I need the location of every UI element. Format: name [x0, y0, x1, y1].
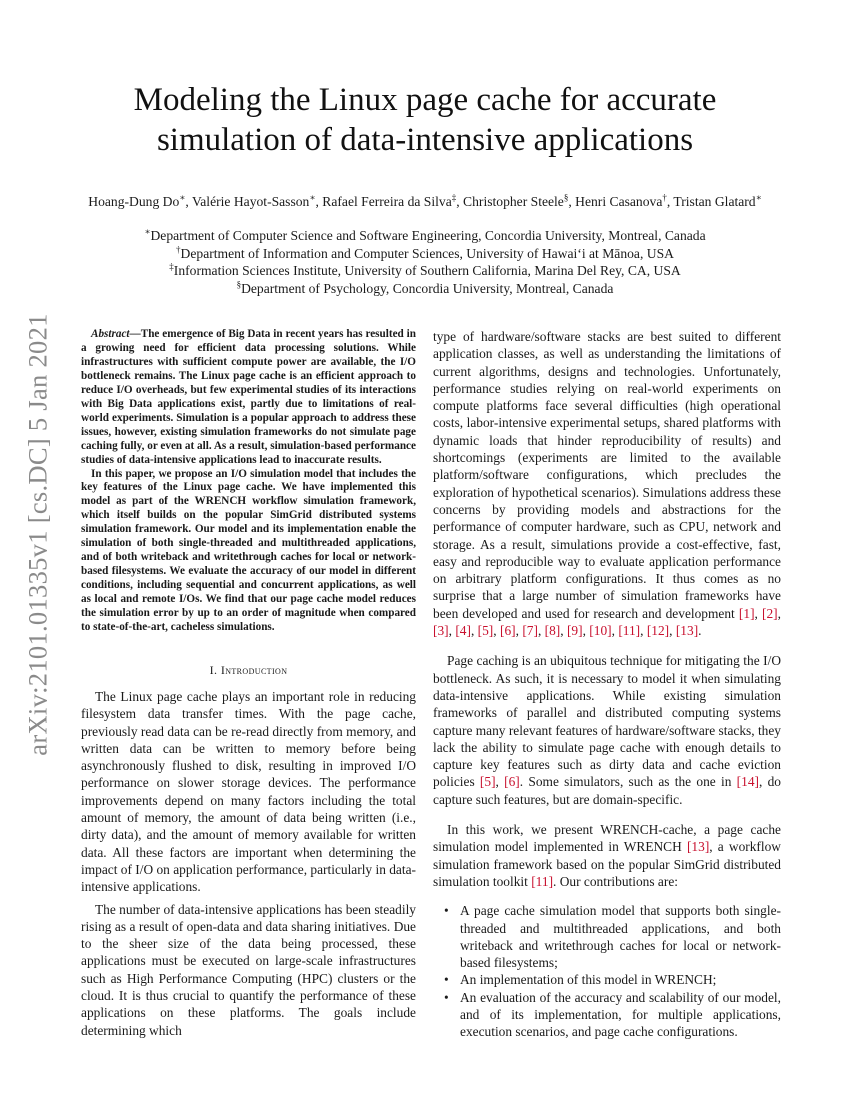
paragraph-text: , do capture such features, but are domain-specific. [433, 774, 781, 807]
citation-link[interactable]: [11] [531, 873, 554, 889]
arxiv-identifier-text: arXiv:2101.01335v1 [cs.DC] 5 Jan 2021 [22, 312, 53, 756]
citation-link[interactable]: [6] [499, 623, 516, 639]
right-column [433, 328, 781, 1041]
author-affiliation-mark: ∗ [179, 192, 186, 203]
author-affiliation-mark: ∗ [755, 192, 762, 203]
citation-link[interactable]: [13] [675, 623, 699, 639]
affiliation-text: Information Sciences Institute, University of Southern California, Marina Del Rey, CA, USA [173, 263, 681, 278]
author-affiliation-mark: ∗ [309, 192, 316, 203]
intro-paragraph-4: Page caching is an ubiquitous technique for mitigating the I/O bottleneck. As such, it is necessary to model it when simulating data-intensive applications. While existing simulation frameworks of parallel and distributed computing systems capture many relevant features of hardware/software stacks, they lack the ability to simulate page cache with enough details to capture key features such as dirty data and cache eviction policies [5], [6]. Some simulators, such as the one in [14], do capture such features, but are domain-specific. [433, 653, 781, 807]
citation-link[interactable]: [2] [762, 605, 778, 621]
author-list [40, 193, 810, 211]
paragraph-text: Page caching is an ubiquitous technique for mitigating the I/O bottleneck. As such, it is necessary to model it when simulating data-intensive applications. While existing simulation frameworks of parallel and distributed computing systems capture many relevant features of hardware/software stacks, they lack the ability to simulate page cache with enough details to capture key features such as dirty data and cache eviction policies [433, 653, 781, 790]
left-column [81, 328, 416, 1039]
author-separator: , [185, 194, 192, 209]
paragraph-text: . Our contributions are: [553, 873, 678, 889]
affiliation-mark: ‡ [169, 261, 174, 272]
citation-link[interactable]: [4] [455, 623, 471, 639]
author-affiliation-mark: † [662, 192, 667, 203]
intro-paragraph-3: type of hardware/software stacks are best suited to different application classes, as well as understanding the limitations of current algorithms, designs and technologies. Unfortunately, performance studies relying on real-world experiments on compute platforms face several difficulties (high operational costs, labor-intensive experimental setups, shared platforms with dynamic loads that hinder reproducibility of results) and shortcomings (experiments are limited to the available platform/software configurations, which precludes the exploration of hypothetical scenarios). Simulations address these concerns by providing models and abstractions for the performance of computer hardware, such as CPU, network and storage. As a result, simulations provide a cost-effective, fast, easy and reproducible way to evaluate application performance on arbitrary platform configurations. It thus comes as no surprise that a large number of simulation frameworks have been developed and used for research and development [1], [2], [3], [4], [5], [6], [7], [8], [9], [10], [11], [12], [13]. [433, 329, 782, 639]
intro-paragraph-5 [433, 821, 781, 890]
citation-link[interactable]: [14] [736, 774, 759, 790]
abstract-text-1: The emergence of Big Data in recent years has resulted in a growing need for efficient data processing solutions. While infrastructures with sufficient compute power are available, the I/O bottleneck remains. The Linux page cache is an efficient approach to reduce I/O overheads, but few experimental studies of its interactions with Big Data applications exist, partly due to limitations of real-world experiments. Simulation is a popular approach to address these issues, however, existing simulation frameworks do not simulate page caching fully, or even at all. As a result, simulation-based performance studies of data-intensive applications lead to inaccurate results. [81, 328, 416, 466]
author-name: Valérie Hayot-Sasson [191, 194, 310, 209]
abstract-label: Abstract [91, 328, 130, 340]
contribution-item: • An implementation of this model in WRENCH; [460, 971, 781, 988]
paragraph-text: , a workflow simulation framework based on the popular SimGrid distributed simulation toolkit [433, 839, 781, 889]
author-name: Rafael Ferreira da Silva [322, 194, 452, 209]
author-affiliation-mark: § [563, 192, 569, 203]
affiliation-text: Department of Psychology, Concordia University, Montreal, Canada [241, 280, 614, 296]
affiliation [60, 262, 790, 280]
citation-link[interactable]: [6] [504, 774, 520, 790]
section-numeral: I. [209, 662, 218, 677]
affiliation [60, 245, 790, 263]
affiliation-text: Department of Information and Computer Sciences, University of Hawai‘i at Mānoa, USA [180, 245, 674, 261]
affiliation-list [60, 227, 790, 297]
affiliation-mark: § [236, 278, 242, 289]
title-line-1: Modeling the Linux page cache for accurate [133, 82, 717, 118]
section-heading-introduction [81, 663, 416, 678]
contribution-item: • An evaluation of the accuracy and scalability of our model, and of its implementation, for multiple applications, execution scenarios, and page cache configurations. [460, 989, 781, 1041]
paragraph-text: . Some simulators, such as the one in [519, 774, 732, 790]
arxiv-identifier-stamp [18, 294, 58, 774]
title-line-2: simulation of data-intensive applications [156, 122, 694, 158]
citation-link[interactable]: [5] [479, 774, 496, 790]
citation-link[interactable]: [5] [477, 623, 494, 639]
contributions-list [433, 902, 781, 1040]
author-name: Hoang-Dung Do [88, 194, 180, 209]
citation-link[interactable]: [12] [646, 623, 670, 639]
citation-link[interactable]: [3] [433, 623, 449, 639]
author-separator: , [315, 194, 323, 209]
author-separator: , [666, 194, 674, 209]
citation-link[interactable]: [13] [686, 839, 710, 855]
paper-title [60, 80, 790, 160]
author-affiliation-mark: ‡ [451, 192, 457, 203]
paragraph-text: In this work, we present WRENCH-cache, a page cache simulation model implemented in WRENCH [433, 822, 781, 855]
intro-paragraph-2: The number of data-intensive applications has been steadily rising as a result of open-data and data sharing initiatives. Due to the sheer size of the data being processed, these applications must be executed on large-scale infrastructures such as High Performance Computing (HPC) clusters or the cloud. It is thus crucial to quantify the performance of these applications on these platforms. The goals include determining which [81, 901, 416, 1038]
abstract-paragraph-2: In this paper, we propose an I/O simulation model that includes the key features of the Linux page cache. We have implemented this model as part of the WRENCH workflow simulation framework, which itself builds on the popular SimGrid distributed systems simulation framework. Our model and its implementation enable the simulation of both single-threaded and multithreaded applications, and of both writeback and writethrough caches for local or network-based filesystems. We evaluate the accuracy of our model in different conditions, including sequential and concurrent applications, as well as local and remote I/Os. We find that our page cache model reduces the simulation error by up to an order of magnitude when compared to state-of-the-art, cacheless simulations. [81, 467, 416, 634]
affiliation [60, 227, 790, 245]
affiliation-mark: † [176, 243, 181, 254]
intro-paragraph-1: The Linux page cache plays an important role in reducing filesystem data transfer times. With the page cache, previously read data can be re-read directly from memory, and written data can be written to memory before being asynchronously flushed to disk, resulting in improved I/O performance on slower storage devices. The performance improvements depend on many factors including the total amount of memory, the amount of data being written (i.e., dirty data), and the amount of memory available for written data. All these factors are important when determining the impact of I/O on application performance, particularly in data-intensive applications. [81, 688, 417, 895]
citation-link[interactable]: [10] [589, 623, 612, 639]
citation-link[interactable]: [1] [738, 605, 755, 621]
paragraph-text: type of hardware/software stacks are best suited to different application classes, as well as understanding the limitations of current algorithms, designs and technologies. Unfortunately, performance studies relying on real-world experiments on compute platforms face several difficulties (high operational costs, labor-intensive experimental setups, shared platforms with dynamic loads that hinder reproducibility of results) and shortcomings (experiments are limited to the available platform/software configurations, which precludes the exploration of hypothetical scenarios). Simulations address these concerns by providing models and abstractions for the performance of computer hardware, such as CPU, network and storage. As a result, simulations provide a cost-effective, fast, easy and reproducible way to evaluate application performance on arbitrary platform configurations. It thus comes as no surprise that a large number of simulation frameworks have been developed and used for research and development [433, 329, 781, 621]
author-name: Christopher Steele [463, 194, 564, 209]
contribution-item: • A page cache simulation model that supports both single-threaded and multithreaded applications, and both writeback and writethrough caches for local or network-based filesystems; [460, 902, 781, 971]
author-name: Tristan Glatard [673, 194, 756, 209]
affiliation-mark: ∗ [144, 226, 151, 237]
abstract-paragraph-1 [81, 328, 416, 468]
affiliation [60, 280, 790, 298]
section-title: Introduction [220, 662, 288, 677]
citation-link[interactable]: [9] [566, 623, 583, 639]
author-name: Henri Casanova [575, 194, 663, 209]
citation-link[interactable]: [7] [522, 623, 538, 639]
author-separator: , [568, 194, 576, 209]
paragraph-end: . [698, 623, 702, 639]
author-separator: , [456, 194, 464, 209]
abstract-dash: — [129, 328, 141, 340]
citation-link[interactable]: [11] [618, 623, 641, 639]
citation-link[interactable]: [8] [544, 623, 561, 639]
affiliation-text: Department of Computer Science and Software Engineering, Concordia University, Montreal, Canada [150, 228, 706, 243]
